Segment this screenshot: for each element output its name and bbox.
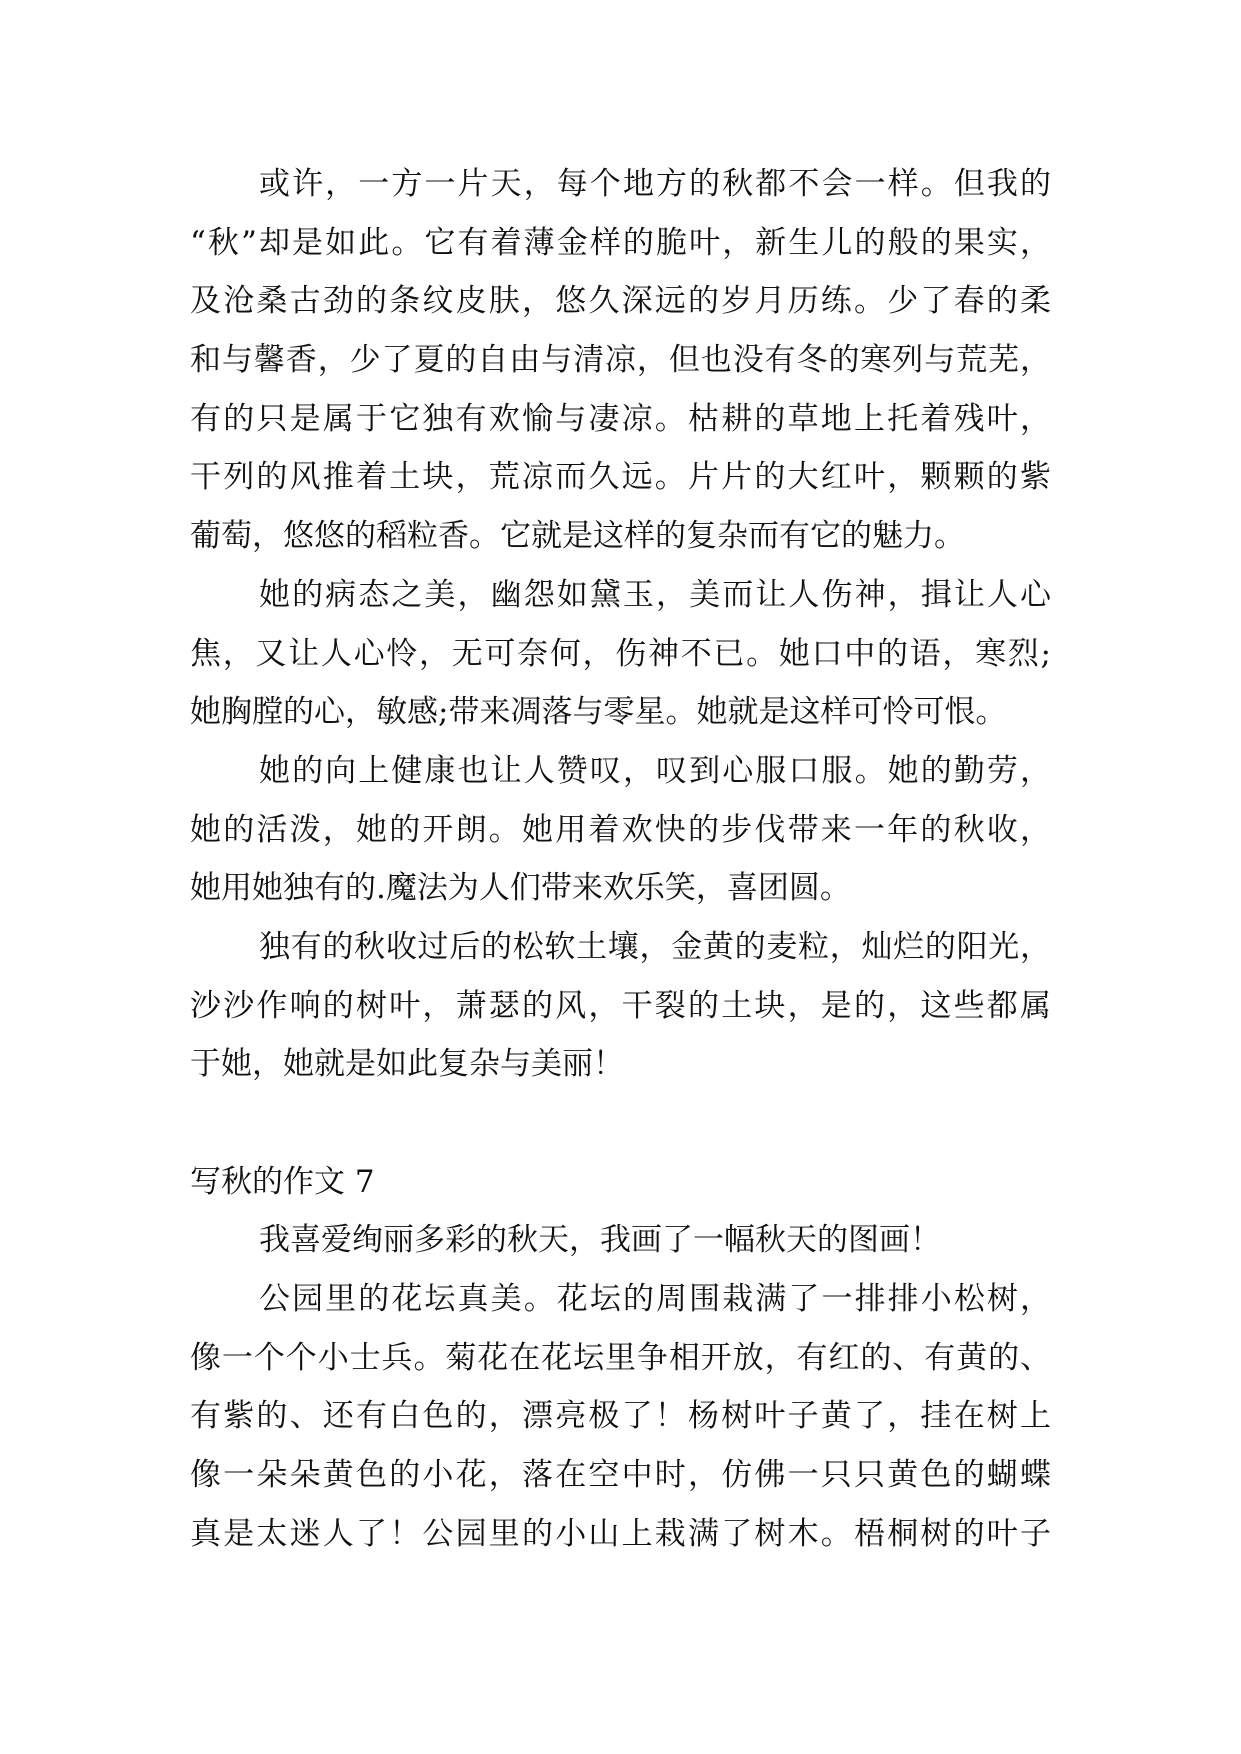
paragraph [190, 918, 1051, 1094]
text-line: 干列的风推着土块，荒凉而久远。片片的大红叶，颗颗的紫 [190, 459, 1051, 496]
text-line: 公园里的花坛真美。花坛的周围栽满了一排排小松树， [259, 1281, 1051, 1318]
text-line: 她胸膛的心，敏感;带来凋落与零星。她就是这样可怜可恨。 [190, 694, 1007, 731]
text-line: “秋”却是如此。它有着薄金样的脆叶，新生儿的般的果实， [190, 224, 1051, 261]
text-line: 独有的秋收过后的松软土壤，金黄的麦粒，灿烂的阳光， [259, 928, 1051, 965]
text-line: 和与馨香，少了夏的自由与清凉，但也没有冬的寒列与荒芜， [190, 342, 1051, 379]
text-line: 真是太迷人了！公园里的小山上栽满了树木。梧桐树的叶子 [190, 1515, 1051, 1552]
paragraph [190, 742, 1051, 918]
text-line: 有的只是属于它独有欢愉与凄凉。枯耕的草地上托着残叶， [190, 400, 1051, 437]
text-line: 她的病态之美，幽怨如黛玉，美而让人伤神，揖让人心 [259, 576, 1051, 613]
paragraph [190, 1270, 1051, 1563]
paragraph [190, 1211, 1051, 1270]
text-line: 或许，一方一片天，每个地方的秋都不会一样。但我的 [259, 166, 1051, 202]
text-line: 她的活泼，她的开朗。她用着欢快的步伐带来一年的秋收， [190, 811, 1051, 848]
section-heading: 写秋的作文 7 [190, 1163, 375, 1200]
text-line: 她的向上健康也让人赞叹，叹到心服口服。她的勤劳， [259, 752, 1051, 789]
text-line: 我喜爱绚丽多彩的秋天，我画了一幅秋天的图画！ [259, 1222, 941, 1259]
text-line: 她用她独有的.魔法为人们带来欢乐笑，喜团圆。 [190, 870, 851, 907]
text-line: 像一个个小士兵。菊花在花坛里争相开放，有红的、有黄的、 [190, 1339, 1051, 1376]
text-line: 沙沙作响的树叶，萧瑟的风，干裂的土块，是的，这些都属 [190, 987, 1051, 1024]
paragraph [190, 155, 1051, 566]
text-line: 焦，又让人心怜，无可奈何，伤神不已。她口中的语，寒烈; [190, 635, 1051, 672]
text-line: 有紫的、还有白色的，漂亮极了！杨树叶子黄了，挂在树上 [190, 1398, 1051, 1435]
document-body [190, 155, 1051, 1564]
text-line: 像一朵朵黄色的小花，落在空中时，仿佛一只只黄色的蝴蝶 [190, 1457, 1051, 1494]
paragraph [190, 566, 1051, 742]
text-line: 葡萄，悠悠的稻粒香。它就是这样的复杂而有它的魅力。 [190, 518, 965, 555]
text-line: 及沧桑古劲的条纹皮肤，悠久深远的岁月历练。少了春的柔 [190, 283, 1051, 320]
text-line: 于她，她就是如此复杂与美丽！ [190, 1046, 624, 1083]
section-spacer [190, 1094, 1051, 1153]
